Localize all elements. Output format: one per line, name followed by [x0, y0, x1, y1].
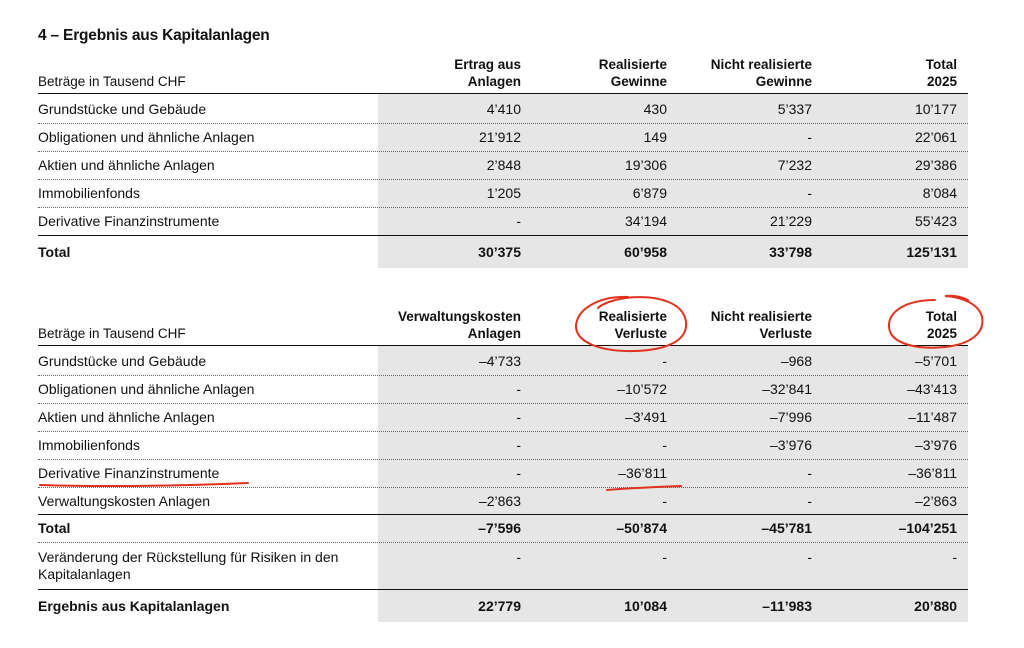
row-divider — [38, 151, 968, 152]
row-divider — [38, 459, 968, 460]
grey-value-band — [378, 94, 968, 268]
page-title: 4 – Ergebnis aus Kapitalanlagen — [38, 27, 270, 44]
col-header-nicht-realisierte-verluste: Nicht realisierte Verluste — [710, 309, 812, 341]
col-header-ertrag: Ertrag aus Anlagen — [454, 57, 521, 89]
row-divider — [38, 375, 968, 376]
col-header-realisierte-gewinne: Realisierte Gewinne — [598, 57, 667, 89]
row-divider — [38, 431, 968, 432]
col-header-nicht-realisierte-gewinne: Nicht realisierte Gewinne — [710, 57, 812, 89]
total-rule — [38, 235, 968, 236]
col-header-total: Total 2025 — [925, 309, 957, 341]
unit-label: Beträge in Tausend CHF — [38, 326, 186, 341]
total-rule — [38, 514, 968, 515]
row-divider — [38, 207, 968, 208]
row-divider — [38, 123, 968, 124]
col-header-verwaltungskosten: Verwaltungskosten Anlagen — [397, 309, 521, 341]
result-rule — [38, 589, 968, 590]
grey-value-band — [378, 346, 968, 622]
row-divider — [38, 179, 968, 180]
table-header — [38, 304, 968, 342]
col-header-realisierte-verluste: Realisierte Verluste — [598, 309, 667, 341]
table-header — [38, 52, 968, 90]
underline-derivative — [40, 483, 248, 486]
col-header-total: Total 2025 — [925, 57, 957, 89]
unit-label: Beträge in Tausend CHF — [38, 74, 186, 89]
row-divider — [38, 487, 968, 488]
header-rule — [38, 345, 968, 346]
row-divider — [38, 403, 968, 404]
header-rule — [38, 93, 968, 94]
row-divider — [38, 542, 968, 543]
